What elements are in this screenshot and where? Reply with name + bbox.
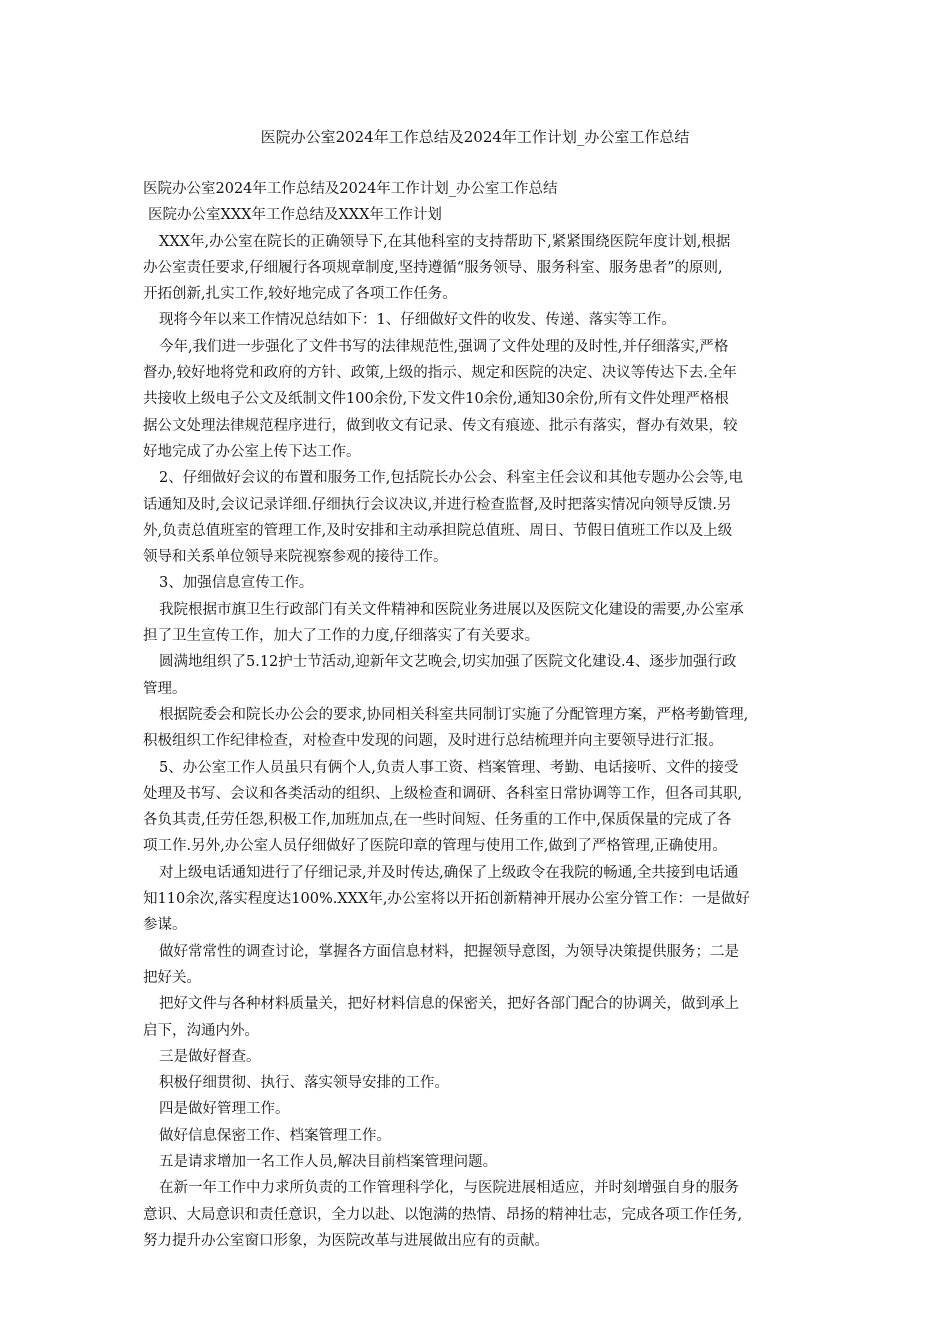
body-line: XXX年,办公室在院长的正确领导下,在其他科室的支持帮助下,紧紧围绕医院年度计划,根据: [159, 233, 731, 250]
document-body: [143, 176, 815, 1254]
body-line: 医院办公室XXX年工作总结及XXX年工作计划: [148, 207, 442, 224]
body-line: 五是请求增加一名工作人员,解决目前档案管理问题。: [159, 1153, 498, 1170]
body-line: 努力提升办公室窗口形象，为医院改革与进展做出应有的贡献。: [143, 1232, 549, 1249]
body-line: 领导和关系单位领导来院视察参观的接待工作。: [143, 549, 448, 566]
body-line: 担了卫生宣传工作，加大了工作的力度,仔细落实了有关要求。: [143, 628, 540, 645]
body-line: 管理。: [143, 680, 187, 697]
body-line: 共接收上级电子公文及纸制文件100余份,下发文件10余份,通知30余份,所有文件处理严格根: [143, 391, 729, 408]
body-line: 外,负责总值班室的管理工作,及时安排和主动承担院总值班、周日、节假日值班工作以及上级: [143, 522, 733, 539]
body-line: 知110余次,落实程度达100%.XXX年,办公室将以开拓创新精神开展办公室分管工作：一是做好: [143, 891, 750, 908]
body-line: 在新一年工作中力求所负责的工作管理科学化，与医院进展相适应，并时刻增强自身的服务: [159, 1180, 739, 1197]
body-line: 做好信息保密工作、档案管理工作。: [159, 1127, 391, 1144]
body-line: 三是做好督查。: [159, 1048, 261, 1065]
body-line: 项工作.另外,办公室人员仔细做好了医院印章的管理与使用工作,做到了严格管理,正确使用。: [143, 838, 727, 855]
body-line: 2、仔细做好会议的布置和服务工作,包括院长办公会、科室主任会议和其他专题办公会等,电: [159, 470, 743, 487]
body-line: 处理及书写、会议和各类活动的组织、上级检查和调研、各科室日常协调等工作，但各司其职,: [143, 785, 743, 802]
body-line: 启下，沟通内外。: [143, 1022, 259, 1039]
body-line: 好地完成了办公室上传下达工作。: [143, 443, 361, 460]
body-line: 现将今年以来工作情况总结如下：1、仔细做好文件的收发、传递、落实等工作。: [159, 312, 676, 329]
body-line: 我院根据市旗卫生行政部门有关文件精神和医院业务进展以及医院文化建设的需要,办公室承: [159, 601, 744, 618]
body-line: 把好关。: [143, 969, 201, 986]
body-line: 今年,我们进一步强化了文件书写的法律规范性,强调了文件处理的及时性,并仔细落实,严格: [159, 338, 729, 355]
body-line: 督办,较好地将党和政府的方针、政策,上级的指示、规定和医院的决定、决议等传达下去.全年: [143, 365, 737, 382]
body-line: 做好常常性的调查讨论，掌握各方面信息材料，把握领导意图，为领导决策提供服务；二是: [159, 943, 739, 960]
body-line: 各负其责,任劳任怨,积极工作,加班加点,在一些时间短、任务重的工作中,保质保量的完成了各: [143, 812, 732, 829]
body-line: 参谋。: [143, 917, 187, 934]
body-line: 把好文件与各种材料质量关，把好材料信息的保密关，把好各部门配合的协调关，做到承上: [159, 996, 739, 1013]
body-line: 积极组织工作纪律检查，对检查中发现的问题，及时进行总结梳理并向主要领导进行汇报。: [143, 733, 723, 750]
body-line: 积极仔细贯彻、执行、落实领导安排的工作。: [159, 1075, 449, 1092]
body-line: 话通知及时,会议记录详细.仔细执行会议决议,并进行检查监督,及时把落实情况向领导反馈.另: [143, 496, 732, 513]
body-line: 开拓创新,扎实工作,较好地完成了各项工作任务。: [143, 286, 457, 303]
body-line: 办公室责任要求,仔细履行各项规章制度,坚持遵循“服务领导、服务科室、服务患者”的原则,: [143, 259, 723, 276]
body-line: 四是做好管理工作。: [159, 1101, 290, 1118]
body-line: 据公文处理法律规范程序进行，做到收文有记录、传文有痕迹、批示有落实，督办有效果，较: [143, 417, 738, 434]
body-line: 5、办公室工作人员虽只有俩个人,负责人事工资、档案管理、考勤、电话接听、文件的接受: [159, 759, 739, 776]
body-line: 医院办公室2024年工作总结及2024年工作计划_办公室工作总结: [143, 181, 558, 197]
body-line: 根据院委会和院长办公会的要求,协同相关科室共同制订实施了分配管理方案，严格考勤管理,: [159, 706, 749, 723]
document-title: 医院办公室2024年工作总结及2024年工作计划_办公室工作总结: [260, 128, 690, 146]
body-line: 3、加强信息宣传工作。: [159, 575, 314, 592]
body-line: 意识、大局意识和责任意识，全力以赴、以饱满的热情、昂扬的精神壮志，完成各项工作任务,: [143, 1206, 743, 1223]
body-line: 对上级电话通知进行了仔细记录,并及时传达,确保了上级政令在我院的畅通,全共接到电话通: [159, 864, 739, 881]
body-line: 圆满地组织了5.12护士节活动,迎新年文艺晚会,切实加强了医院文化建设.4、逐步加强行政: [159, 654, 737, 671]
